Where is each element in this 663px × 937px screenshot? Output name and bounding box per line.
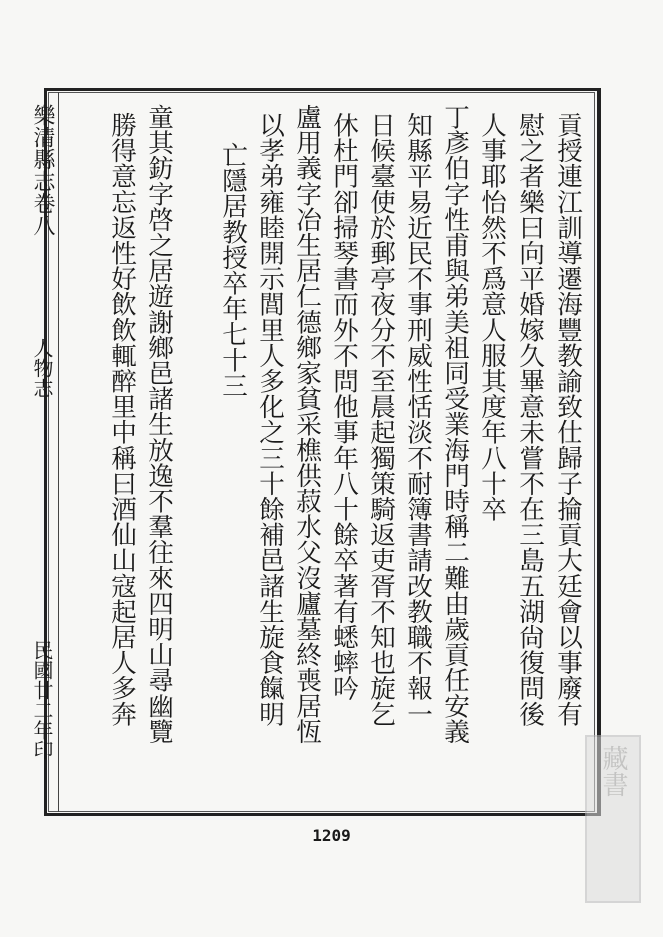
margin-footer: 民國廿二年印 xyxy=(30,640,54,760)
text-column-8: 盧用義字冶生居仁德鄉家貧采樵供菽水父沒廬墓終喪居恆 xyxy=(292,104,322,744)
text-column-2: 慰之者樂曰向平婚嫁久畢意未嘗不在三島五湖尙復問後 xyxy=(515,112,545,727)
text-column-3: 人事耶怡然不爲意人服其度年八十卒 xyxy=(477,112,507,522)
text-column-7: 休杜門卻掃琴書而外不問他事年八十餘卒著有蟋蟀吟 xyxy=(329,112,359,701)
margin-title: 樂清縣志卷八 xyxy=(30,104,55,236)
text-column-10: 亡隱居教授卒年七十三 xyxy=(218,142,248,398)
text-column-9: 以孝弟雍睦開示閭里人多化之三十餘補邑諸生旋食餼明 xyxy=(255,112,285,727)
text-column-5: 知縣平易近民不事刑威性恬淡不耐簿書請改教職不報一 xyxy=(403,112,433,727)
margin-divider xyxy=(58,92,59,812)
text-column-1: 貢授連江訓導遷海豐教諭致仕歸子掄貢大廷會以事廢有 xyxy=(553,112,583,727)
text-column-12: 勝得意忘返性好飲飲輒醉里中稱曰酒仙山寇起居人多奔 xyxy=(107,112,137,727)
margin-section: 人物志 xyxy=(30,338,54,398)
library-seal-stamp: 藏書 xyxy=(585,735,641,903)
page-number: 1209 xyxy=(312,826,351,845)
text-column-4: 丁彥伯字性甫與弟美祖同受業海門時稱二難由歲貢任安義 xyxy=(440,104,470,744)
text-column-6: 日候臺使於郵亭夜分不至晨起獨策騎返吏胥不知也旋乞 xyxy=(366,112,396,727)
text-column-11: 童其鈁字啓之居遊謝鄉邑諸生放逸不羣往來四明山尋幽覽 xyxy=(144,104,174,744)
